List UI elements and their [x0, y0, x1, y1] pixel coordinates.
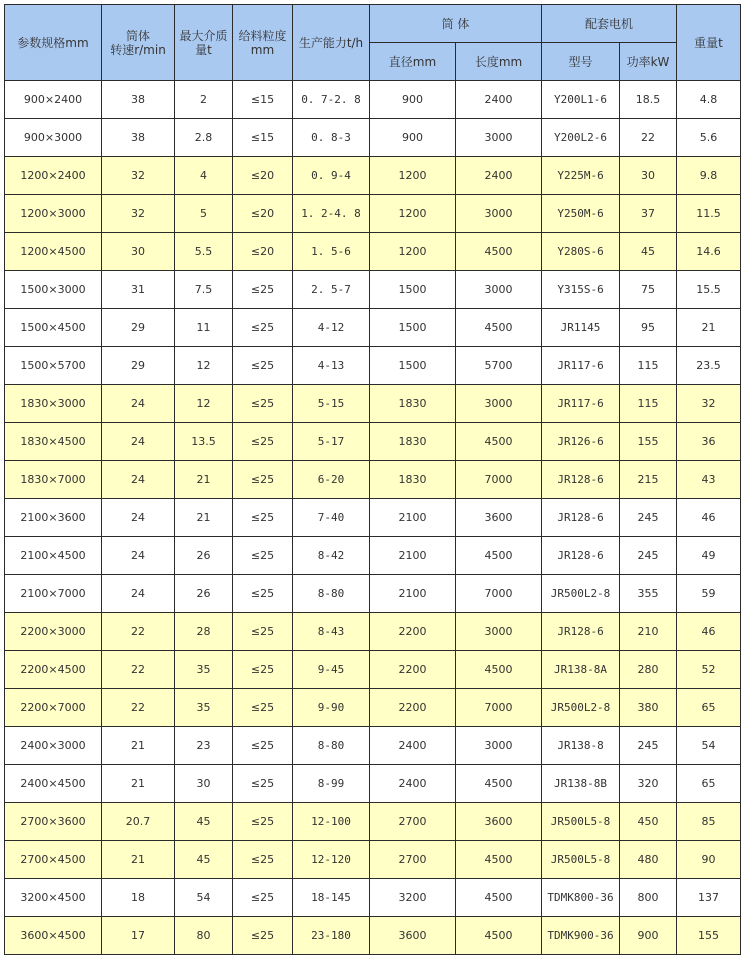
- col-header-power: 功率kW: [620, 43, 677, 81]
- table-row: [5, 613, 741, 651]
- cell-media: 54: [175, 879, 233, 917]
- cell-diameter: 2700: [370, 803, 456, 841]
- cell-diameter: 1500: [370, 271, 456, 309]
- cell-model: JR138-8: [542, 727, 620, 765]
- cell-weight: 43: [677, 461, 741, 499]
- cell-power: 245: [620, 537, 677, 575]
- cell-capacity: 4-12: [293, 309, 370, 347]
- cell-model: JR500L2-8: [542, 575, 620, 613]
- cell-diameter: 1830: [370, 461, 456, 499]
- cell-feed: ≤25: [233, 385, 293, 423]
- table-row: [5, 385, 741, 423]
- cell-capacity: 8-43: [293, 613, 370, 651]
- cell-weight: 155: [677, 917, 741, 955]
- cell-power: 900: [620, 917, 677, 955]
- cell-feed: ≤25: [233, 423, 293, 461]
- cell-spec: 2400×3000: [5, 727, 102, 765]
- cell-spec: 1200×3000: [5, 195, 102, 233]
- cell-power: 45: [620, 233, 677, 271]
- cell-weight: 11.5: [677, 195, 741, 233]
- col-header-model: 型号: [542, 43, 620, 81]
- cell-power: 215: [620, 461, 677, 499]
- cell-model: Y225M-6: [542, 157, 620, 195]
- cell-length: 7000: [456, 689, 542, 727]
- cell-diameter: 1830: [370, 423, 456, 461]
- cell-length: 4500: [456, 841, 542, 879]
- cell-capacity: 0. 9-4: [293, 157, 370, 195]
- table-row: [5, 81, 741, 119]
- cell-capacity: 12-120: [293, 841, 370, 879]
- cell-model: Y250M-6: [542, 195, 620, 233]
- table-row: [5, 233, 741, 271]
- cell-speed: 17: [102, 917, 175, 955]
- cell-feed: ≤20: [233, 157, 293, 195]
- cell-speed: 24: [102, 499, 175, 537]
- cell-weight: 32: [677, 385, 741, 423]
- cell-spec: 3600×4500: [5, 917, 102, 955]
- cell-feed: ≤25: [233, 575, 293, 613]
- cell-power: 320: [620, 765, 677, 803]
- cell-feed: ≤25: [233, 499, 293, 537]
- cell-media: 23: [175, 727, 233, 765]
- cell-model: TDMK800-36: [542, 879, 620, 917]
- cell-speed: 21: [102, 765, 175, 803]
- cell-media: 80: [175, 917, 233, 955]
- table-row: [5, 765, 741, 803]
- col-header-capacity: 生产能力t/h: [293, 5, 370, 81]
- cell-power: 800: [620, 879, 677, 917]
- cell-feed: ≤25: [233, 765, 293, 803]
- cell-speed: 22: [102, 613, 175, 651]
- table-row: [5, 499, 741, 537]
- cell-power: 380: [620, 689, 677, 727]
- col-header-spec: 参数规格mm: [5, 5, 102, 81]
- cell-power: 95: [620, 309, 677, 347]
- cell-capacity: 0. 7-2. 8: [293, 81, 370, 119]
- table-row: [5, 803, 741, 841]
- cell-diameter: 2400: [370, 727, 456, 765]
- cell-diameter: 1200: [370, 157, 456, 195]
- col-header-length: 长度mm: [456, 43, 542, 81]
- table-row: [5, 423, 741, 461]
- cell-feed: ≤25: [233, 537, 293, 575]
- cell-length: 4500: [456, 309, 542, 347]
- cell-spec: 2400×4500: [5, 765, 102, 803]
- cell-diameter: 2100: [370, 537, 456, 575]
- cell-feed: ≤15: [233, 81, 293, 119]
- cell-media: 11: [175, 309, 233, 347]
- cell-length: 3600: [456, 499, 542, 537]
- cell-model: JR117-6: [542, 385, 620, 423]
- cell-spec: 2700×4500: [5, 841, 102, 879]
- cell-speed: 38: [102, 81, 175, 119]
- cell-length: 5700: [456, 347, 542, 385]
- cell-weight: 137: [677, 879, 741, 917]
- cell-diameter: 2200: [370, 689, 456, 727]
- cell-power: 155: [620, 423, 677, 461]
- cell-diameter: 1500: [370, 347, 456, 385]
- cell-power: 18.5: [620, 81, 677, 119]
- cell-power: 245: [620, 727, 677, 765]
- cell-spec: 1830×3000: [5, 385, 102, 423]
- cell-length: 4500: [456, 423, 542, 461]
- col-group-cylinder: 筒 体: [370, 5, 542, 43]
- cell-media: 26: [175, 537, 233, 575]
- cell-model: JR500L5-8: [542, 803, 620, 841]
- cell-capacity: 9-90: [293, 689, 370, 727]
- cell-length: 3000: [456, 613, 542, 651]
- cell-length: 2400: [456, 81, 542, 119]
- cell-spec: 2200×7000: [5, 689, 102, 727]
- cell-model: Y315S-6: [542, 271, 620, 309]
- cell-capacity: 5-15: [293, 385, 370, 423]
- cell-weight: 23.5: [677, 347, 741, 385]
- cell-spec: 2100×7000: [5, 575, 102, 613]
- cell-length: 4500: [456, 537, 542, 575]
- cell-spec: 900×2400: [5, 81, 102, 119]
- cell-diameter: 2200: [370, 651, 456, 689]
- cell-diameter: 3200: [370, 879, 456, 917]
- cell-model: JR117-6: [542, 347, 620, 385]
- cell-capacity: 0. 8-3: [293, 119, 370, 157]
- cell-spec: 900×3000: [5, 119, 102, 157]
- cell-spec: 1200×4500: [5, 233, 102, 271]
- cell-diameter: 900: [370, 119, 456, 157]
- cell-feed: ≤25: [233, 651, 293, 689]
- cell-speed: 24: [102, 537, 175, 575]
- cell-capacity: 18-145: [293, 879, 370, 917]
- cell-speed: 31: [102, 271, 175, 309]
- table-row: [5, 841, 741, 879]
- cell-diameter: 2400: [370, 765, 456, 803]
- cell-model: Y200L1-6: [542, 81, 620, 119]
- cell-capacity: 6-20: [293, 461, 370, 499]
- cell-weight: 9.8: [677, 157, 741, 195]
- cell-diameter: 2200: [370, 613, 456, 651]
- cell-length: 4500: [456, 917, 542, 955]
- cell-spec: 2200×4500: [5, 651, 102, 689]
- cell-model: JR500L2-8: [542, 689, 620, 727]
- cell-media: 2.8: [175, 119, 233, 157]
- cell-model: JR128-6: [542, 499, 620, 537]
- cell-length: 7000: [456, 575, 542, 613]
- cell-spec: 2200×3000: [5, 613, 102, 651]
- cell-media: 28: [175, 613, 233, 651]
- col-header-feed: 给料粒度 mm: [233, 5, 293, 81]
- cell-capacity: 12-100: [293, 803, 370, 841]
- cell-spec: 1500×4500: [5, 309, 102, 347]
- table-row: [5, 119, 741, 157]
- cell-feed: ≤25: [233, 271, 293, 309]
- cell-weight: 15.5: [677, 271, 741, 309]
- cell-speed: 22: [102, 651, 175, 689]
- cell-weight: 4.8: [677, 81, 741, 119]
- cell-power: 115: [620, 347, 677, 385]
- cell-capacity: 7-40: [293, 499, 370, 537]
- cell-length: 4500: [456, 879, 542, 917]
- cell-capacity: 8-42: [293, 537, 370, 575]
- cell-speed: 24: [102, 385, 175, 423]
- cell-feed: ≤25: [233, 689, 293, 727]
- cell-media: 7.5: [175, 271, 233, 309]
- cell-power: 115: [620, 385, 677, 423]
- cell-speed: 20.7: [102, 803, 175, 841]
- cell-media: 45: [175, 803, 233, 841]
- header-row-1: [5, 5, 741, 43]
- cell-feed: ≤15: [233, 119, 293, 157]
- cell-feed: ≤20: [233, 195, 293, 233]
- cell-power: 480: [620, 841, 677, 879]
- cell-power: 450: [620, 803, 677, 841]
- cell-media: 35: [175, 689, 233, 727]
- cell-media: 35: [175, 651, 233, 689]
- table-row: [5, 879, 741, 917]
- cell-model: JR1145: [542, 309, 620, 347]
- cell-media: 21: [175, 461, 233, 499]
- cell-speed: 29: [102, 309, 175, 347]
- cell-media: 45: [175, 841, 233, 879]
- col-header-diameter: 直径mm: [370, 43, 456, 81]
- cell-media: 30: [175, 765, 233, 803]
- cell-capacity: 4-13: [293, 347, 370, 385]
- cell-speed: 18: [102, 879, 175, 917]
- cell-diameter: 1830: [370, 385, 456, 423]
- table-row: [5, 575, 741, 613]
- cell-spec: 1500×3000: [5, 271, 102, 309]
- cell-capacity: 1. 2-4. 8: [293, 195, 370, 233]
- cell-model: TDMK900-36: [542, 917, 620, 955]
- cell-speed: 32: [102, 157, 175, 195]
- cell-speed: 38: [102, 119, 175, 157]
- cell-model: Y280S-6: [542, 233, 620, 271]
- cell-length: 4500: [456, 233, 542, 271]
- cell-length: 7000: [456, 461, 542, 499]
- cell-capacity: 2. 5-7: [293, 271, 370, 309]
- cell-weight: 21: [677, 309, 741, 347]
- cell-capacity: 23-180: [293, 917, 370, 955]
- cell-media: 4: [175, 157, 233, 195]
- cell-media: 21: [175, 499, 233, 537]
- table-row: [5, 309, 741, 347]
- cell-feed: ≤25: [233, 879, 293, 917]
- table-row: [5, 651, 741, 689]
- cell-power: 245: [620, 499, 677, 537]
- cell-spec: 1830×7000: [5, 461, 102, 499]
- cell-weight: 36: [677, 423, 741, 461]
- table-row: [5, 537, 741, 575]
- cell-power: 37: [620, 195, 677, 233]
- cell-model: Y200L2-6: [542, 119, 620, 157]
- cell-media: 2: [175, 81, 233, 119]
- cell-spec: 1830×4500: [5, 423, 102, 461]
- cell-feed: ≤25: [233, 917, 293, 955]
- cell-weight: 59: [677, 575, 741, 613]
- cell-feed: ≤20: [233, 233, 293, 271]
- cell-model: JR138-8B: [542, 765, 620, 803]
- cell-spec: 2100×4500: [5, 537, 102, 575]
- col-group-motor: 配套电机: [542, 5, 677, 43]
- cell-power: 280: [620, 651, 677, 689]
- cell-power: 30: [620, 157, 677, 195]
- cell-power: 355: [620, 575, 677, 613]
- cell-speed: 32: [102, 195, 175, 233]
- cell-media: 26: [175, 575, 233, 613]
- cell-spec: 1500×5700: [5, 347, 102, 385]
- cell-weight: 54: [677, 727, 741, 765]
- cell-model: JR500L5-8: [542, 841, 620, 879]
- cell-media: 13.5: [175, 423, 233, 461]
- cell-spec: 2100×3600: [5, 499, 102, 537]
- cell-weight: 52: [677, 651, 741, 689]
- cell-capacity: 8-99: [293, 765, 370, 803]
- cell-length: 3000: [456, 727, 542, 765]
- cell-diameter: 2100: [370, 499, 456, 537]
- cell-length: 4500: [456, 765, 542, 803]
- cell-capacity: 1. 5-6: [293, 233, 370, 271]
- cell-length: 3000: [456, 385, 542, 423]
- spec-table: [4, 4, 741, 955]
- cell-speed: 24: [102, 423, 175, 461]
- cell-weight: 46: [677, 499, 741, 537]
- table-row: [5, 461, 741, 499]
- cell-weight: 49: [677, 537, 741, 575]
- cell-diameter: 2700: [370, 841, 456, 879]
- col-header-weight: 重量t: [677, 5, 741, 81]
- cell-diameter: 900: [370, 81, 456, 119]
- table-row: [5, 917, 741, 955]
- cell-model: JR128-6: [542, 537, 620, 575]
- table-row: [5, 157, 741, 195]
- cell-feed: ≤25: [233, 461, 293, 499]
- cell-spec: 1200×2400: [5, 157, 102, 195]
- cell-capacity: 9-45: [293, 651, 370, 689]
- cell-feed: ≤25: [233, 309, 293, 347]
- cell-weight: 14.6: [677, 233, 741, 271]
- cell-speed: 21: [102, 841, 175, 879]
- cell-media: 5: [175, 195, 233, 233]
- col-header-speed: 筒体 转速r/min: [102, 5, 175, 81]
- cell-model: JR128-6: [542, 613, 620, 651]
- cell-power: 22: [620, 119, 677, 157]
- cell-length: 4500: [456, 651, 542, 689]
- cell-length: 3000: [456, 195, 542, 233]
- cell-length: 2400: [456, 157, 542, 195]
- cell-capacity: 8-80: [293, 575, 370, 613]
- cell-diameter: 1200: [370, 195, 456, 233]
- cell-feed: ≤25: [233, 841, 293, 879]
- cell-model: JR138-8A: [542, 651, 620, 689]
- cell-capacity: 5-17: [293, 423, 370, 461]
- cell-feed: ≤25: [233, 803, 293, 841]
- cell-weight: 65: [677, 689, 741, 727]
- cell-speed: 21: [102, 727, 175, 765]
- cell-speed: 30: [102, 233, 175, 271]
- cell-media: 12: [175, 347, 233, 385]
- table-row: [5, 689, 741, 727]
- cell-spec: 3200×4500: [5, 879, 102, 917]
- cell-capacity: 8-80: [293, 727, 370, 765]
- table-row: [5, 195, 741, 233]
- cell-model: JR128-6: [542, 461, 620, 499]
- table-body: [5, 81, 741, 955]
- cell-media: 5.5: [175, 233, 233, 271]
- cell-speed: 22: [102, 689, 175, 727]
- cell-power: 210: [620, 613, 677, 651]
- cell-speed: 24: [102, 575, 175, 613]
- cell-diameter: 1500: [370, 309, 456, 347]
- cell-diameter: 2100: [370, 575, 456, 613]
- table-row: [5, 347, 741, 385]
- cell-length: 3600: [456, 803, 542, 841]
- table-row: [5, 271, 741, 309]
- cell-weight: 5.6: [677, 119, 741, 157]
- cell-spec: 2700×3600: [5, 803, 102, 841]
- cell-media: 12: [175, 385, 233, 423]
- col-header-media: 最大介质 量t: [175, 5, 233, 81]
- cell-weight: 90: [677, 841, 741, 879]
- cell-power: 75: [620, 271, 677, 309]
- cell-length: 3000: [456, 271, 542, 309]
- cell-weight: 85: [677, 803, 741, 841]
- cell-weight: 46: [677, 613, 741, 651]
- cell-model: JR126-6: [542, 423, 620, 461]
- cell-feed: ≤25: [233, 727, 293, 765]
- cell-feed: ≤25: [233, 613, 293, 651]
- cell-feed: ≤25: [233, 347, 293, 385]
- cell-weight: 65: [677, 765, 741, 803]
- table-row: [5, 727, 741, 765]
- cell-length: 3000: [456, 119, 542, 157]
- cell-speed: 24: [102, 461, 175, 499]
- cell-diameter: 3600: [370, 917, 456, 955]
- cell-diameter: 1200: [370, 233, 456, 271]
- cell-speed: 29: [102, 347, 175, 385]
